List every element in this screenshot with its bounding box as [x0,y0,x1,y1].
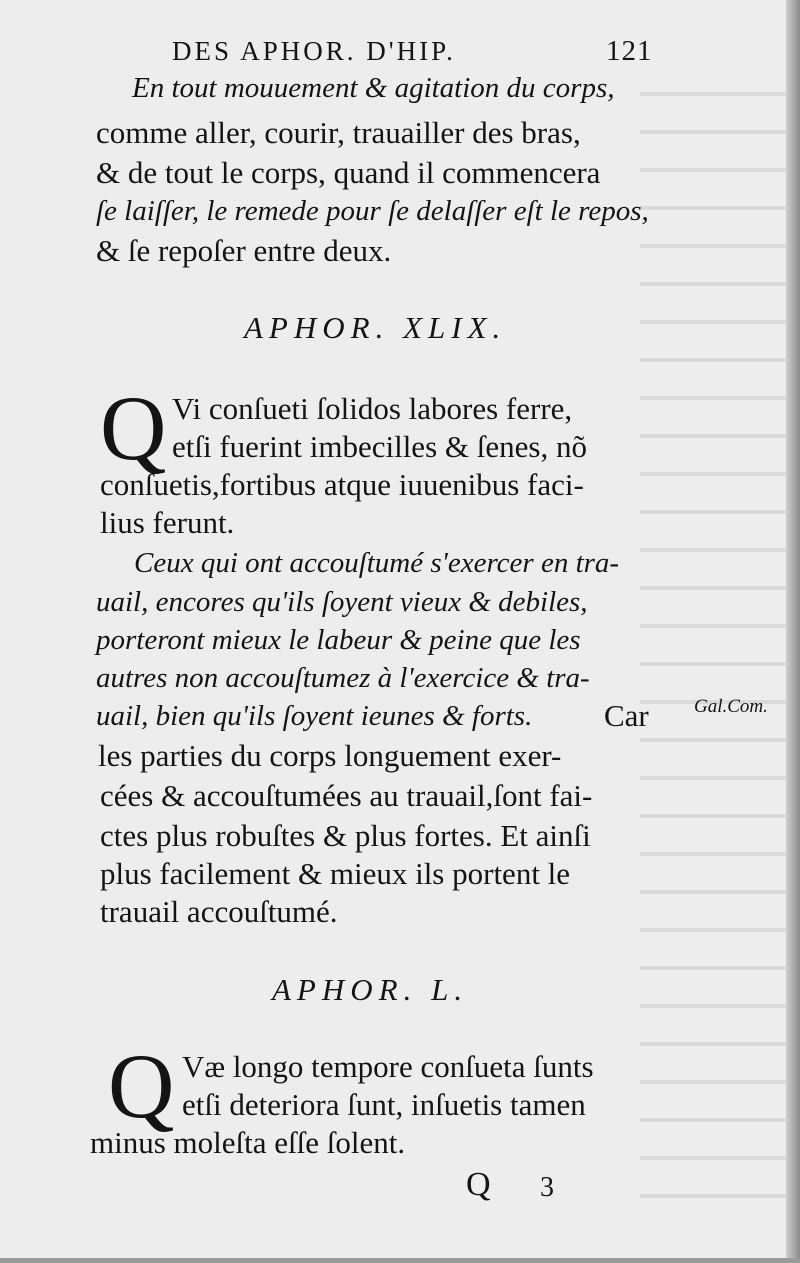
aphorism-49-latin-line-3: conſuetis,fortibus atque iuuenibus faci- [100,467,584,502]
page-number: 121 [606,35,653,67]
aphorism-49-french-line-6: les parties du corps longuement exer- [98,738,562,773]
aphorism-49-french-line-7: cées & accouſtumées au trauail,ſont fai- [100,778,593,813]
intro-line-2: comme aller, courir, trauailler des bras, [96,115,581,150]
aphorism-50-latin-line-3: minus moleſta eſſe ſolent. [90,1125,406,1160]
show-through-texture [640,70,786,1220]
aphorism-49-latin-line-2: etſi fuerint imbecilles & ſenes, nõ [172,429,587,464]
signature-mark-letter: Q [466,1166,491,1203]
page-bottom-edge [0,1258,800,1263]
intro-line-5: & ſe repoſer entre deux. [96,233,392,268]
running-title: DES APHOR. D'HIP. [172,36,456,66]
aphorism-49-french-line-3: porteront mieux le labeur & peine que les [96,624,581,656]
aphorism-49-heading: APHOR. XLIX. [244,310,507,345]
aphorism-49-french-line-8: ctes plus robuſtes & plus fortes. Et ainſi [100,818,591,853]
page-edge [786,0,800,1263]
intro-line-4: ſe laiſſer, le remede pour ſe delaſſer eſt le repos, [96,195,649,227]
aphorism-50-latin-line-2: etſi deteriora ſunt, inſuetis tamen [182,1087,586,1122]
aphorism-49-latin-line-1: Vi conſueti ſolidos labores ferre, [172,391,573,426]
aphorism-49-french-line-4: autres non accouſtumez à l'exercice & tra- [96,662,590,694]
aphorism-50-heading: APHOR. L. [272,972,469,1007]
aphorism-49-french-line-2: uail, encores qu'ils ſoyent vieux & debiles, [96,586,588,618]
aphorism-49-french-line-9: plus facilement & mieux ils portent le [100,856,571,891]
signature-mark-number: 3 [540,1172,554,1203]
aphorism-49-french-line-10: trauail accouſtumé. [100,894,338,929]
aphorism-49-latin-line-4: lius ferunt. [100,505,235,540]
aphorism-49-french-line-1: Ceux qui ont accouſtumé s'exercer en tra- [134,547,620,579]
aphorism-49-french-line-5-car: Car [604,698,649,733]
aphorism-49-french-line-5: uail, bien qu'ils ſoyent ieunes & forts. [96,700,533,732]
intro-line-1: En tout mouuement & agitation du corps, [132,72,615,104]
aphorism-50-latin-line-1: Væ longo tempore conſueta ſunts [182,1049,594,1084]
intro-line-3: & de tout le corps, quand il commencera [96,155,601,190]
aphorism-50-drop-cap: Q [108,1035,175,1137]
aphorism-49-drop-cap: Q [100,377,167,479]
margin-note-gal-com: Gal.Com. [694,696,768,717]
